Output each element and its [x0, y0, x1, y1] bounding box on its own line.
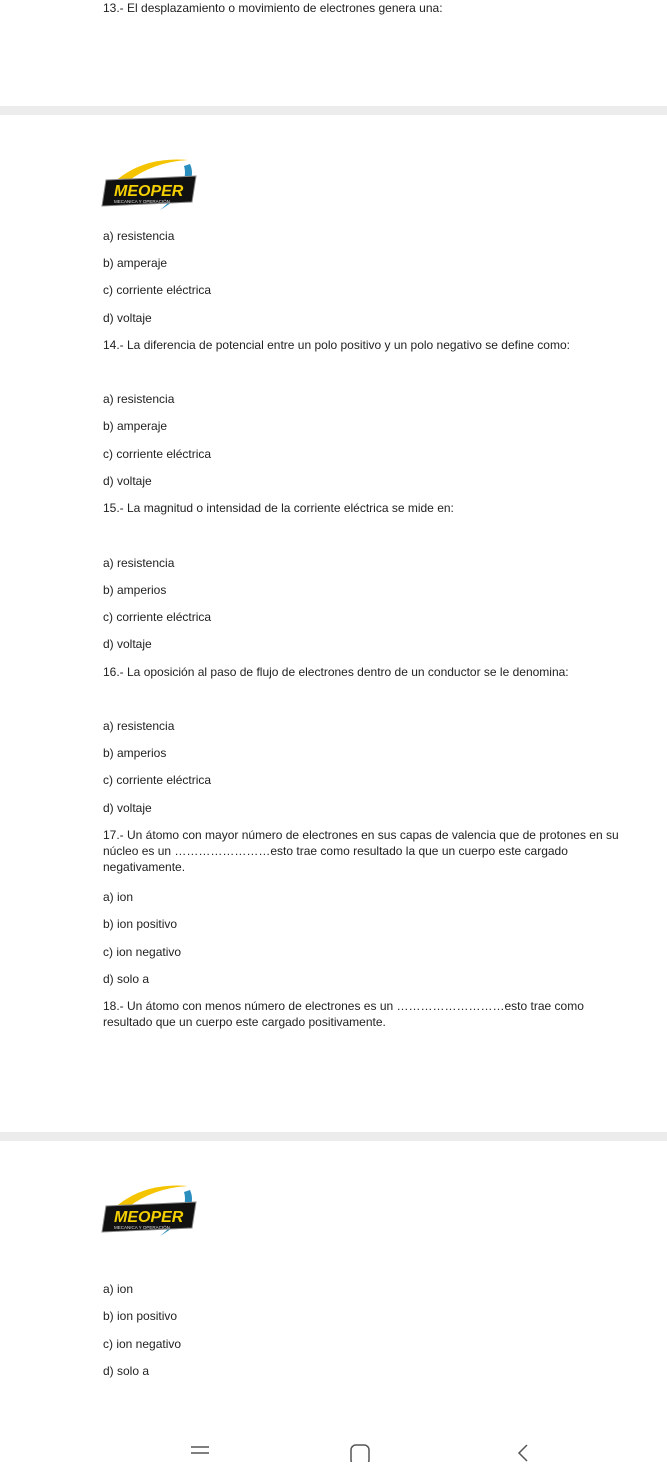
option: a) resistencia: [103, 719, 175, 733]
option: c) ion negativo: [103, 1337, 182, 1351]
svg-text:MECANICA Y OPERACIÓN: MECANICA Y OPERACIÓN: [114, 199, 170, 204]
option: b) amperios: [103, 746, 167, 760]
option: b) amperaje: [103, 419, 168, 433]
option: d) solo a: [103, 972, 150, 986]
option: b) ion positivo: [103, 917, 178, 931]
option: c) corriente eléctrica: [103, 773, 212, 787]
svg-text:MECANICA Y OPERACIÓN: MECANICA Y OPERACIÓN: [114, 1225, 170, 1230]
svg-text:MEOPER: MEOPER: [114, 183, 184, 200]
svg-text:MEOPER: MEOPER: [114, 1209, 184, 1226]
question-13-text: 13.- El desplazamiento o movimiento de electrones genera una:: [103, 1, 443, 15]
option: c) corriente eléctrica: [103, 447, 212, 461]
option: a) resistencia: [103, 392, 175, 406]
option: c) ion negativo: [103, 945, 182, 959]
option: a) ion: [103, 890, 134, 904]
back-icon[interactable]: [516, 1444, 530, 1467]
option: d) voltaje: [103, 801, 152, 815]
option: a) resistencia: [103, 556, 175, 570]
meoper-logo: [100, 156, 200, 214]
home-icon[interactable]: [350, 1444, 370, 1467]
option: d) voltaje: [103, 637, 152, 651]
recent-apps-icon[interactable]: [190, 1444, 210, 1463]
option: a) resistencia: [103, 229, 175, 243]
system-navigation-bar: [0, 1440, 667, 1461]
option: d) solo a: [103, 1364, 150, 1378]
option: a) ion: [103, 1282, 134, 1296]
option: c) corriente eléctrica: [103, 283, 212, 297]
option: b) amperios: [103, 583, 167, 597]
option: c) corriente eléctrica: [103, 610, 212, 624]
question-15-text: 15.- La magnitud o intensidad de la corriente eléctrica se mide en:: [103, 501, 454, 515]
meoper-logo: [100, 1182, 200, 1240]
option: d) voltaje: [103, 474, 152, 488]
question-17-text: 17.- Un átomo con mayor número de electrones en sus capas de valencia que de protones en su núcleo es un ……………………esto trae como resultado la que un cuerpo este cargado negativamente.: [103, 828, 619, 874]
option: d) voltaje: [103, 311, 152, 325]
option: b) ion positivo: [103, 1309, 178, 1323]
page-divider: [0, 1132, 667, 1141]
question-14-text: 14.- La diferencia de potencial entre un polo positivo y un polo negativo se define como:: [103, 338, 570, 352]
option: b) amperaje: [103, 256, 168, 270]
page-divider: [0, 106, 667, 115]
question-16-text: 16.- La oposición al paso de flujo de electrones dentro de un conductor se le denomina:: [103, 665, 569, 679]
question-18-text: 18.- Un átomo con menos número de electrones es un ………………………esto trae como resultado que un cuerpo este cargado positivamente.: [103, 999, 584, 1029]
